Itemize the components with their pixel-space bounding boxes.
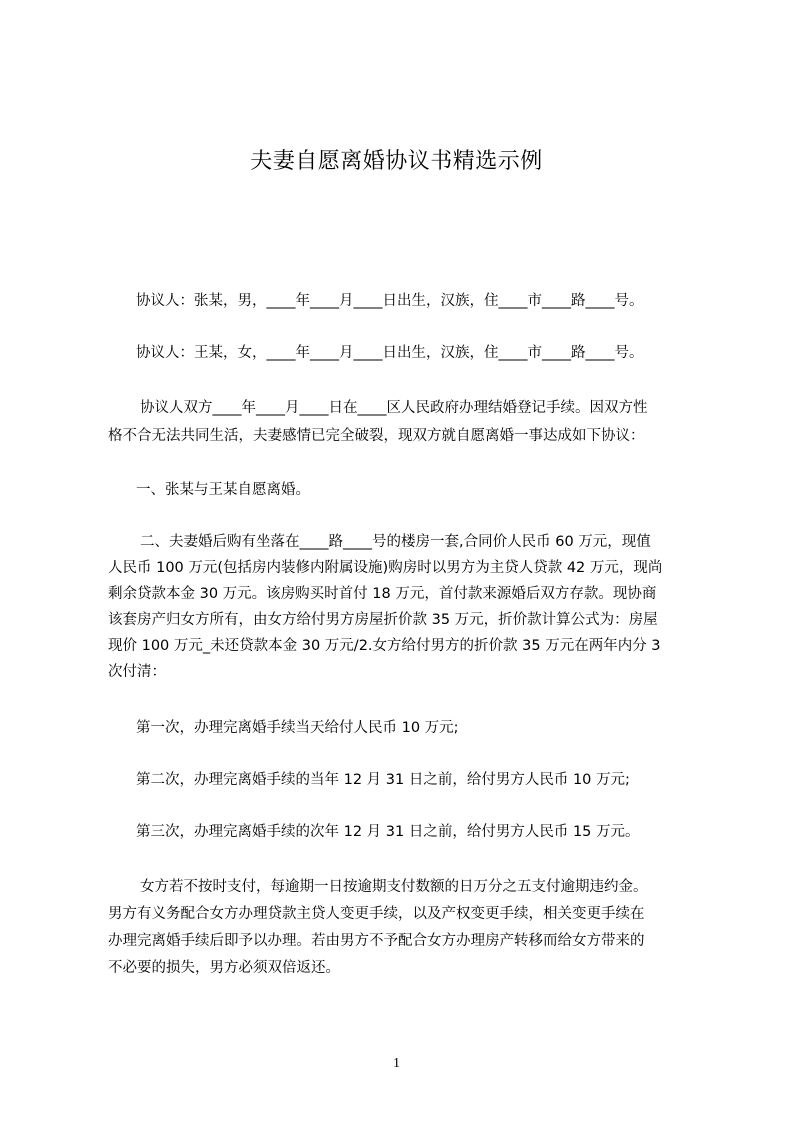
penalty-line-2: 男方有义务配合女方办理贷款主贷人变更手续，以及产权变更手续，相关变更手续在 (108, 906, 645, 922)
document-title: 夫妻自愿离婚协议书精选示例 (250, 149, 543, 174)
penalty-line-3: 办理完离婚手续后即予以办理。若由男方不予配合女方办理房产转移而给女方带来的 (108, 933, 645, 949)
clause2-line-6: 次付清： (108, 664, 166, 680)
clause1-line: 一、张某与王某自愿离婚。 (136, 482, 310, 498)
payment3-line: 第三次，办理完离婚手续的次年 12 月 31 日之前，给付男方人民币 15 万元。 (136, 824, 640, 840)
clause2-line-3: 剩余贷款本金 30 万元。该房购买时首付 18 万元，首付款来源婚后双方存款。现协商 (108, 586, 657, 602)
clause2-line-1: 二、夫妻婚后购有坐落在____路____号的楼房一套,合同价人民币 60 万元，现值 (140, 534, 651, 550)
penalty-line-1: 女方若不按时支付，每逾期一日按逾期支付数额的日万分之五支付逾期违约金。 (140, 879, 648, 895)
party1-line: 协议人：张某，男，____年____月____日出生，汉族，住____市____路____号。 (136, 293, 644, 309)
payment1-line: 第一次，办理完离婚手续当天给付人民币 10 万元; (136, 720, 459, 736)
party2-line: 协议人：王某，女，____年____月____日出生，汉族，住____市____路____号。 (136, 345, 644, 361)
penalty-line-4: 不必要的损失，男方必须双倍返还。 (108, 960, 340, 976)
clause2-line-5: 现价 100 万元_未还贷款本金 30 万元/2.女方给付男方的折价款 35 万元在两年内分 3 (108, 638, 661, 654)
preamble-line-1: 协议人双方____年____月____日在____区人民政府办理结婚登记手续。因双方性 (140, 400, 648, 416)
preamble-line-2: 格不合无法共同生活，夫妻感情已完全破裂，现双方就自愿离婚一事达成如下协议： (108, 428, 645, 444)
page-number: 1 (393, 1056, 400, 1071)
payment2-line: 第二次，办理完离婚手续的当年 12 月 31 日之前，给付男方人民币 10 万元; (136, 772, 630, 788)
clause2-line-4: 该套房产归女方所有，由女方给付男方房屋折价款 35 万元，折价款计算公式为：房屋 (108, 612, 658, 628)
clause2-line-2: 人民币 100 万元(包括房内装修内附属设施)购房时以男方为主贷人贷款 42 万元，现尚 (108, 560, 663, 576)
